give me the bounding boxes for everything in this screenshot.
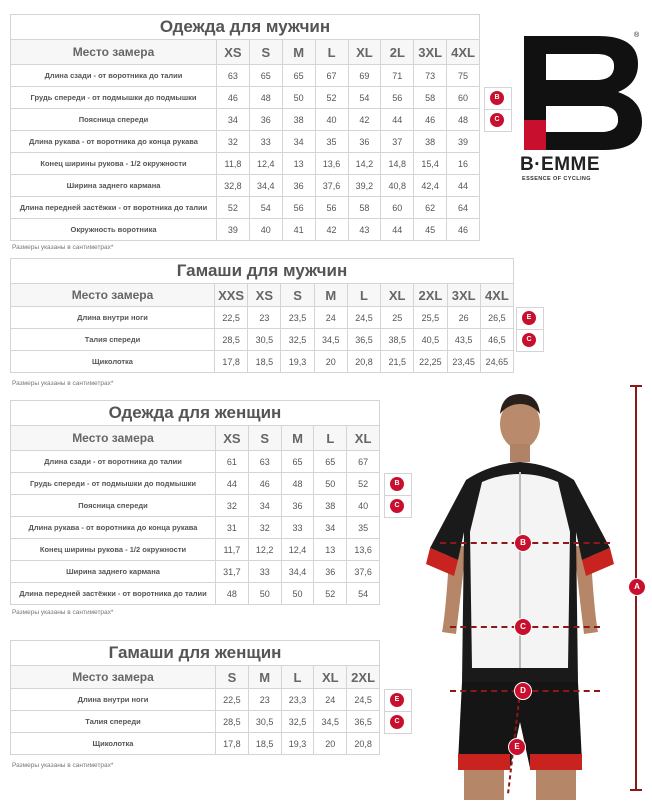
column-header-size: XL xyxy=(348,40,381,65)
size-value: 65 xyxy=(314,451,347,473)
women-tights-table xyxy=(10,640,380,755)
size-value: 37,6 xyxy=(315,175,348,197)
size-value: 20,8 xyxy=(347,351,380,373)
row-label: Щиколотка xyxy=(11,351,215,373)
size-value: 24,5 xyxy=(347,689,380,711)
size-value: 36 xyxy=(249,109,282,131)
size-value: 22,25 xyxy=(414,351,447,373)
size-value: 32,5 xyxy=(281,329,314,351)
measure-badge: E xyxy=(522,311,536,325)
size-value: 18,5 xyxy=(248,351,281,373)
size-value: 22,5 xyxy=(215,307,248,329)
column-header-size: XS xyxy=(248,284,281,307)
cyclist-illustration xyxy=(420,382,652,800)
size-value: 60 xyxy=(447,87,480,109)
size-value: 19,3 xyxy=(281,733,314,755)
column-header-place: Место замера xyxy=(11,666,216,689)
column-header-size: XL xyxy=(381,284,414,307)
size-value: 26 xyxy=(447,307,480,329)
row-label: Поясница спереди xyxy=(11,109,217,131)
size-value: 36 xyxy=(281,495,314,517)
measure-badge: B xyxy=(390,477,404,491)
table-row xyxy=(11,65,480,87)
size-value: 42 xyxy=(315,219,348,241)
column-header-size: 3XL xyxy=(447,284,480,307)
logo-tagline: ESSENCE OF CYCLING xyxy=(522,176,591,182)
table-row xyxy=(11,495,380,517)
size-value: 48 xyxy=(281,473,314,495)
size-value: 43 xyxy=(348,219,381,241)
row-label: Окружность воротника xyxy=(11,219,217,241)
table-row xyxy=(11,307,514,329)
size-value: 44 xyxy=(381,109,414,131)
size-value: 32,5 xyxy=(281,711,314,733)
size-value: 32 xyxy=(248,517,281,539)
size-value: 13 xyxy=(282,153,315,175)
bemme-logo xyxy=(520,34,644,184)
size-value: 67 xyxy=(347,451,380,473)
size-value: 23,5 xyxy=(281,307,314,329)
table-row xyxy=(11,109,480,131)
row-label: Длина рукава - от воротника до конца рукава xyxy=(11,517,216,539)
size-value: 44 xyxy=(381,219,414,241)
size-value: 37 xyxy=(381,131,414,153)
measure-badge: B xyxy=(490,91,504,105)
column-header-size: XS xyxy=(216,426,249,451)
table-title: Одежда для мужчин xyxy=(11,15,480,40)
table-row xyxy=(11,351,514,373)
table-row xyxy=(11,733,380,755)
size-value: 19,3 xyxy=(281,351,314,373)
size-value: 20,8 xyxy=(347,733,380,755)
size-value: 35 xyxy=(315,131,348,153)
size-value: 36,5 xyxy=(347,711,380,733)
size-value: 39 xyxy=(447,131,480,153)
table-row xyxy=(11,329,514,351)
size-value: 54 xyxy=(348,87,381,109)
size-value: 24 xyxy=(314,307,347,329)
size-value: 38 xyxy=(282,109,315,131)
women-clothing-section xyxy=(10,400,380,605)
size-value: 31,7 xyxy=(216,561,249,583)
size-value: 45 xyxy=(414,219,447,241)
table-row xyxy=(11,539,380,561)
men-tights-section xyxy=(10,258,514,373)
size-value: 34,4 xyxy=(249,175,282,197)
size-value: 71 xyxy=(381,65,414,87)
size-value: 26,5 xyxy=(480,307,513,329)
size-value: 20 xyxy=(314,351,347,373)
row-label: Талия спереди xyxy=(11,711,216,733)
size-value: 43,5 xyxy=(447,329,480,351)
column-header-size: 4XL xyxy=(480,284,513,307)
size-value: 33 xyxy=(281,517,314,539)
row-label: Конец ширины рукова - 1/2 окружности xyxy=(11,539,216,561)
size-value: 30,5 xyxy=(248,711,281,733)
table-row xyxy=(11,197,480,219)
row-label: Длина передней застёжки - от воротника до талии xyxy=(11,197,217,219)
size-value: 40,8 xyxy=(381,175,414,197)
size-value: 42 xyxy=(348,109,381,131)
size-value: 33 xyxy=(248,561,281,583)
column-header-size: XXS xyxy=(215,284,248,307)
column-header-size: L xyxy=(314,426,347,451)
column-header-size: 2XL xyxy=(347,666,380,689)
size-value: 20 xyxy=(314,733,347,755)
size-value: 54 xyxy=(347,583,380,605)
size-value: 34,5 xyxy=(314,711,347,733)
size-value: 34 xyxy=(248,495,281,517)
size-value: 67 xyxy=(315,65,348,87)
size-value: 16 xyxy=(447,153,480,175)
men-clothing-note: Размеры указаны в сантиметрах* xyxy=(12,244,114,251)
size-value: 34,5 xyxy=(314,329,347,351)
size-value: 46 xyxy=(248,473,281,495)
size-value: 58 xyxy=(348,197,381,219)
size-value: 23,45 xyxy=(447,351,480,373)
size-value: 42,4 xyxy=(414,175,447,197)
measure-badge: C xyxy=(490,113,504,127)
size-value: 15,4 xyxy=(414,153,447,175)
size-value: 50 xyxy=(281,583,314,605)
size-value: 64 xyxy=(447,197,480,219)
size-value: 60 xyxy=(381,197,414,219)
size-value: 54 xyxy=(249,197,282,219)
size-value: 13 xyxy=(314,539,347,561)
men-tights-table xyxy=(10,258,514,373)
row-label: Талия спереди xyxy=(11,329,215,351)
table-row xyxy=(11,153,480,175)
row-label: Длина передней застёжки - от воротника до талии xyxy=(11,583,216,605)
column-header-size: S xyxy=(248,426,281,451)
men-tights-note: Размеры указаны в сантиметрах* xyxy=(12,380,114,387)
size-value: 17,8 xyxy=(215,351,248,373)
size-value: 44 xyxy=(447,175,480,197)
size-value: 13,6 xyxy=(315,153,348,175)
women-tights-section xyxy=(10,640,380,755)
size-value: 17,8 xyxy=(216,733,249,755)
column-header-size: M xyxy=(314,284,347,307)
size-value: 40 xyxy=(249,219,282,241)
table-title: Гамаши для женщин xyxy=(11,641,380,666)
table-row xyxy=(11,711,380,733)
measure-badge: C xyxy=(390,499,404,513)
size-value: 50 xyxy=(314,473,347,495)
size-value: 13,6 xyxy=(347,539,380,561)
size-value: 21,5 xyxy=(381,351,414,373)
size-value: 36 xyxy=(348,131,381,153)
men-clothing-section xyxy=(10,14,480,241)
size-value: 50 xyxy=(282,87,315,109)
column-header-size: XS xyxy=(217,40,250,65)
column-header-size: S xyxy=(249,40,282,65)
size-value: 75 xyxy=(447,65,480,87)
size-value: 12,2 xyxy=(248,539,281,561)
table-row xyxy=(11,583,380,605)
column-header-size: S xyxy=(216,666,249,689)
size-value: 41 xyxy=(282,219,315,241)
logo-b-mark xyxy=(520,34,644,152)
size-value: 34 xyxy=(314,517,347,539)
size-value: 69 xyxy=(348,65,381,87)
row-label: Поясница спереди xyxy=(11,495,216,517)
size-value: 24,5 xyxy=(347,307,380,329)
size-value: 40 xyxy=(347,495,380,517)
size-value: 11,8 xyxy=(217,153,250,175)
size-value: 65 xyxy=(249,65,282,87)
size-value: 14,2 xyxy=(348,153,381,175)
size-value: 31 xyxy=(216,517,249,539)
table-row xyxy=(11,689,380,711)
row-label: Щиколотка xyxy=(11,733,216,755)
size-value: 58 xyxy=(414,87,447,109)
size-value: 12,4 xyxy=(281,539,314,561)
size-value: 32 xyxy=(216,495,249,517)
size-value: 48 xyxy=(249,87,282,109)
table-row xyxy=(11,131,480,153)
column-header-size: 2L xyxy=(381,40,414,65)
figure-badge-e: E xyxy=(508,738,526,756)
row-label: Длина сзади - от воротника до талии xyxy=(11,451,216,473)
size-value: 65 xyxy=(281,451,314,473)
table-row xyxy=(11,87,480,109)
size-value: 23 xyxy=(248,307,281,329)
size-value: 37,6 xyxy=(347,561,380,583)
size-value: 52 xyxy=(315,87,348,109)
size-value: 56 xyxy=(381,87,414,109)
size-value: 61 xyxy=(216,451,249,473)
size-value: 73 xyxy=(414,65,447,87)
size-value: 36 xyxy=(314,561,347,583)
size-value: 32 xyxy=(217,131,250,153)
column-header-place: Место замера xyxy=(11,40,217,65)
size-value: 46 xyxy=(447,219,480,241)
measure-badge: C xyxy=(522,333,536,347)
column-header-place: Место замера xyxy=(11,284,215,307)
size-value: 24,65 xyxy=(480,351,513,373)
size-value: 22,5 xyxy=(216,689,249,711)
column-header-size: 4XL xyxy=(447,40,480,65)
row-label: Длина внутри ноги xyxy=(11,689,216,711)
column-header-size: L xyxy=(281,666,314,689)
size-value: 23,3 xyxy=(281,689,314,711)
women-clothing-note: Размеры указаны в сантиметрах* xyxy=(12,609,114,616)
size-value: 25 xyxy=(381,307,414,329)
size-value: 38 xyxy=(314,495,347,517)
size-value: 39,2 xyxy=(348,175,381,197)
size-value: 46 xyxy=(414,109,447,131)
size-value: 30,5 xyxy=(248,329,281,351)
size-value: 56 xyxy=(315,197,348,219)
table-row xyxy=(11,517,380,539)
size-value: 65 xyxy=(282,65,315,87)
size-value: 34 xyxy=(217,109,250,131)
row-label: Ширина заднего кармана xyxy=(11,175,217,197)
table-row xyxy=(11,451,380,473)
size-value: 18,5 xyxy=(248,733,281,755)
size-value: 25,5 xyxy=(414,307,447,329)
size-value: 39 xyxy=(217,219,250,241)
column-header-place: Место замера xyxy=(11,426,216,451)
size-value: 38 xyxy=(414,131,447,153)
size-value: 14,8 xyxy=(381,153,414,175)
measure-badge: E xyxy=(390,693,404,707)
size-value: 34 xyxy=(282,131,315,153)
table-row xyxy=(11,175,480,197)
size-value: 32,8 xyxy=(217,175,250,197)
men-clothing-table xyxy=(10,14,480,241)
figure-badge-a: A xyxy=(628,578,646,596)
column-header-size: 2XL xyxy=(414,284,447,307)
size-value: 35 xyxy=(347,517,380,539)
size-value: 52 xyxy=(347,473,380,495)
row-label: Грудь спереди - от подмышки до подмышки xyxy=(11,87,217,109)
size-value: 48 xyxy=(216,583,249,605)
size-value: 50 xyxy=(248,583,281,605)
table-title: Гамаши для мужчин xyxy=(11,259,514,284)
size-value: 12,4 xyxy=(249,153,282,175)
size-value: 63 xyxy=(217,65,250,87)
size-value: 36,5 xyxy=(347,329,380,351)
figure-badge-b: B xyxy=(514,534,532,552)
column-header-size: M xyxy=(282,40,315,65)
row-label: Конец ширины рукова - 1/2 окружности xyxy=(11,153,217,175)
column-header-size: M xyxy=(281,426,314,451)
figure-badge-d: D xyxy=(514,682,532,700)
size-value: 44 xyxy=(216,473,249,495)
size-value: 34,4 xyxy=(281,561,314,583)
column-header-size: XL xyxy=(347,426,380,451)
size-value: 46,5 xyxy=(480,329,513,351)
size-value: 48 xyxy=(447,109,480,131)
row-label: Длина рукава - от воротника до конца рукава xyxy=(11,131,217,153)
table-row xyxy=(11,561,380,583)
size-value: 52 xyxy=(314,583,347,605)
size-value: 46 xyxy=(217,87,250,109)
table-row xyxy=(11,473,380,495)
size-value: 52 xyxy=(217,197,250,219)
size-value: 33 xyxy=(249,131,282,153)
size-value: 28,5 xyxy=(215,329,248,351)
size-value: 63 xyxy=(248,451,281,473)
row-label: Ширина заднего кармана xyxy=(11,561,216,583)
column-header-size: 3XL xyxy=(414,40,447,65)
size-value: 40 xyxy=(315,109,348,131)
row-label: Длина внутри ноги xyxy=(11,307,215,329)
measure-badge: C xyxy=(390,715,404,729)
figure-badge-c: C xyxy=(514,618,532,636)
column-header-size: S xyxy=(281,284,314,307)
size-value: 28,5 xyxy=(216,711,249,733)
size-value: 24 xyxy=(314,689,347,711)
women-clothing-table xyxy=(10,400,380,605)
size-value: 56 xyxy=(282,197,315,219)
registered-mark: ® xyxy=(634,32,640,39)
column-header-size: XL xyxy=(314,666,347,689)
column-header-size: M xyxy=(248,666,281,689)
size-value: 23 xyxy=(248,689,281,711)
logo-brand-text: B·EMME xyxy=(520,154,601,175)
row-label: Длина сзади - от воротника до талии xyxy=(11,65,217,87)
size-value: 11,7 xyxy=(216,539,249,561)
women-tights-note: Размеры указаны в сантиметрах* xyxy=(12,762,114,769)
table-row xyxy=(11,219,480,241)
cyclist-figure xyxy=(420,382,652,800)
size-value: 40,5 xyxy=(414,329,447,351)
size-value: 36 xyxy=(282,175,315,197)
column-header-size: L xyxy=(315,40,348,65)
size-value: 62 xyxy=(414,197,447,219)
row-label: Грудь спереди - от подмышки до подмышки xyxy=(11,473,216,495)
size-value: 38,5 xyxy=(381,329,414,351)
column-header-size: L xyxy=(347,284,380,307)
table-title: Одежда для женщин xyxy=(11,401,380,426)
